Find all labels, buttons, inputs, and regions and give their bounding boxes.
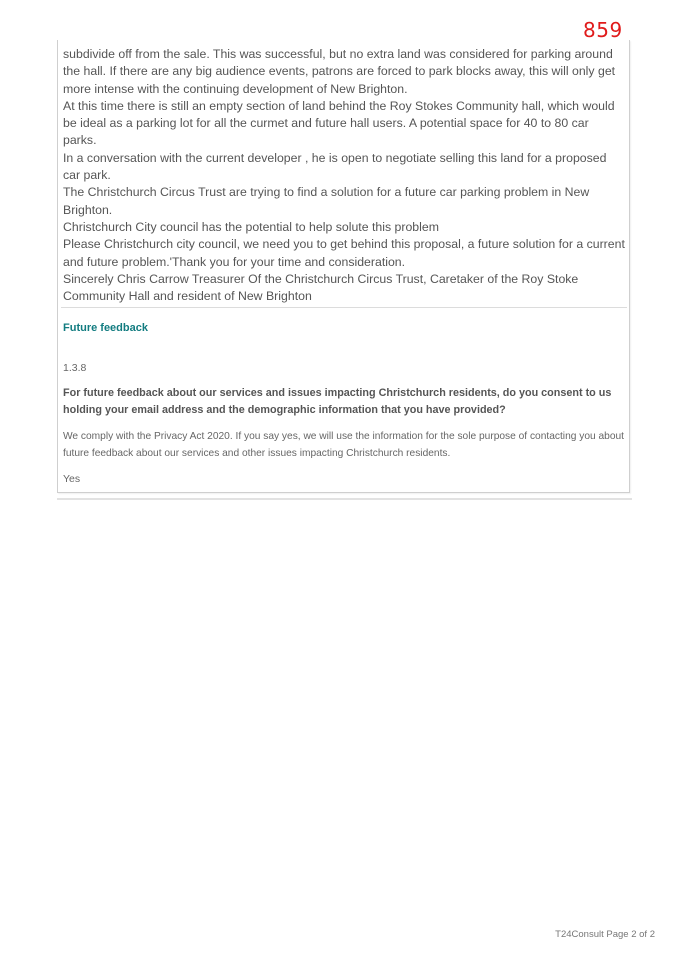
response-paragraph: Christchurch City council has the potential to help solute this problem (63, 219, 439, 234)
response-card (57, 40, 630, 493)
response-paragraph: In a conversation with the current developer , he is open to negotiate selling this land for a proposed car park. (63, 150, 607, 183)
question-number: 1.3.8 (63, 362, 87, 374)
response-paragraph: The Christchurch Circus Trust are trying to find a solution for a future car parking problem in New Brighton. (63, 185, 590, 217)
response-text (63, 46, 625, 305)
response-paragraph: Please Christchurch city council, we need you to get behind this proposal, a future solution for a current and future problem.'Thank you for your time and consideration. (63, 237, 625, 269)
question-help-text: We comply with the Privacy Act 2020. If you say yes, we will use the information for the sole purpose of contacting you about future feedback about our services and other issues impacting Christchurch residents. (63, 431, 624, 459)
section-title: Future feedback (63, 322, 148, 334)
section-divider (61, 307, 627, 308)
response-paragraph: At this time there is still an empty section of land behind the Roy Stokes Community hall, which would be ideal as a parking lot for all the curmet and future hall users. A potential space for 40 to 80 car parks. (63, 98, 615, 148)
card-bottom-rule (57, 498, 632, 500)
answer-value: Yes (63, 473, 81, 485)
page-number: 859 (583, 18, 623, 42)
response-paragraph: Sincerely Chris Carrow Treasurer Of the Christchurch Circus Trust, Caretaker of the Roy Stoke Community Hall and resident of New Brighton (63, 271, 579, 304)
response-paragraph: subdivide off from the sale. This was successful, but no extra land was considered for parking around the hall. If there are any big audience events, patrons are forced to park blocks away, this will only get more intense with the continuing development of New Brighton. (63, 47, 616, 96)
question-text: For future feedback about our services and issues impacting Christchurch residents, do you consent to us holding your email address and the demographic information that you have provided? (63, 387, 612, 416)
page-footer: T24Consult Page 2 of 2 (555, 929, 655, 940)
